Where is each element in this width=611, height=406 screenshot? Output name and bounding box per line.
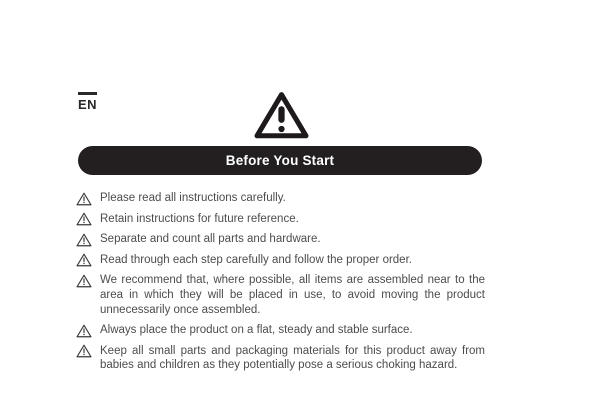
- list-item: [76, 191, 485, 206]
- list-item: [76, 232, 485, 247]
- list-item: [76, 344, 485, 373]
- instruction-text: Always place the product on a flat, steady and stable surface.: [100, 324, 413, 337]
- section-title-bar: [78, 146, 482, 175]
- warning-triangle-icon: [76, 274, 92, 288]
- list-item: [76, 253, 485, 268]
- language-label: [78, 92, 97, 111]
- list-item: [76, 323, 485, 338]
- language-label-overline: [78, 92, 97, 95]
- instructions-list: [76, 191, 485, 379]
- instruction-text: Keep all small parts and packaging materials for this product away from babies and children as they potentially pose a serious choking hazard.: [100, 344, 485, 372]
- instruction-text: Please read all instructions carefully.: [100, 192, 286, 204]
- instruction-text: Separate and count all parts and hardware.: [100, 233, 321, 246]
- warning-triangle-icon: [253, 91, 310, 139]
- section-title: Before You Start: [225, 153, 335, 168]
- warning-triangle-icon: [76, 192, 92, 206]
- warning-triangle-icon: [76, 253, 92, 267]
- warning-triangle-icon: [76, 212, 92, 226]
- instruction-text: We recommend that, where possible, all items are assembled near to the area in which they will be placed in use, to avoid moving the product unnecessarily once assembled.: [100, 274, 485, 316]
- list-item: [76, 273, 485, 317]
- warning-triangle-icon: [76, 344, 92, 358]
- language-label-text: EN: [78, 96, 97, 112]
- warning-triangle-icon: [76, 324, 92, 338]
- list-item: [76, 212, 485, 227]
- instruction-text: Retain instructions for future reference.: [100, 212, 299, 225]
- warning-triangle-icon: [76, 233, 92, 247]
- instruction-text: Read through each step carefully and follow the proper order.: [100, 253, 412, 266]
